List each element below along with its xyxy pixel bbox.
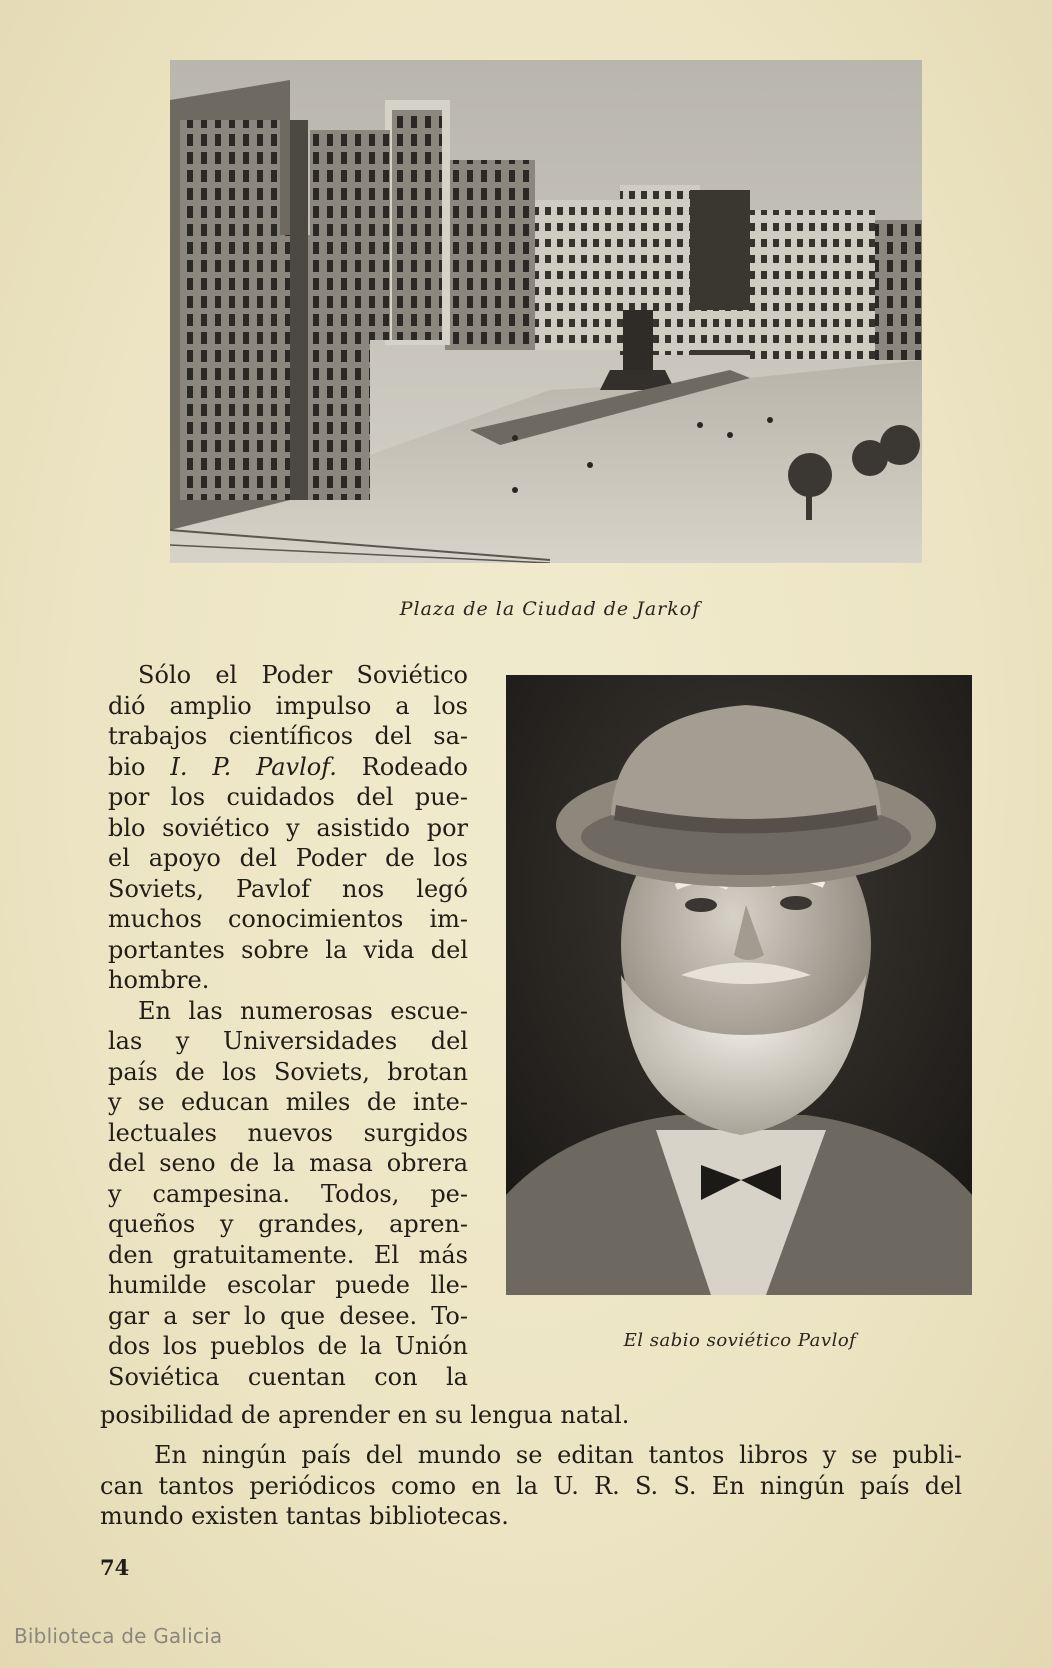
text-line: por los cuidados del pue- <box>108 783 468 811</box>
plaza-photo <box>170 60 922 563</box>
page-number: 74 <box>100 1555 130 1580</box>
pavlof-portrait-caption: El sabio soviético Pavlof <box>623 1330 857 1351</box>
paragraph-3 <box>100 1440 962 1532</box>
pavlof-portrait-photo <box>506 675 972 1295</box>
text-line: En las numerosas escue- <box>138 996 468 1025</box>
text-line: humilde escolar puede lle- <box>108 1271 468 1299</box>
text-line: y campesina. Todos, pe- <box>108 1179 468 1208</box>
text-line: dió amplio impulso a los <box>108 691 468 720</box>
text-line: den gratuitamente. El más <box>108 1240 468 1269</box>
text-line: muchos conocimientos im- <box>108 905 468 933</box>
text-line: Soviética cuentan con la <box>108 1362 468 1391</box>
text-fragment: bio <box>108 752 146 781</box>
text-line: las y Universidades del <box>108 1027 468 1055</box>
text-fragment: Rodeado <box>361 752 468 781</box>
text-line: del seno de la masa obrera <box>108 1149 468 1177</box>
text-line: país de los Soviets, brotan <box>108 1057 468 1086</box>
pavlof-portrait-drawing <box>506 675 972 1295</box>
text-line: dos los pueblos de la Unión <box>108 1332 468 1360</box>
plaza-photo-caption: Plaza de la Ciudad de Jarkof <box>399 598 701 620</box>
text-line: En ningún país del mundo se editan tantos libros y se publi- <box>154 1441 962 1469</box>
text-column <box>108 660 468 1392</box>
text-line: el apoyo del Poder de los <box>108 844 468 872</box>
paragraph-2 <box>108 996 468 1393</box>
text-line: hombre. <box>108 966 210 994</box>
text-line: trabajos científicos del sa- <box>108 722 468 750</box>
library-watermark: Biblioteca de Galicia <box>14 1624 223 1648</box>
text-line: portantes sobre la vida del <box>108 935 468 964</box>
text-line: y se educan miles de inte- <box>108 1088 468 1116</box>
text-line: queños y grandes, apren- <box>108 1210 468 1238</box>
paragraph-2-final-line <box>100 1400 962 1431</box>
pavlof-name-italic: I. P. Pavlof. <box>170 752 337 781</box>
text-line: posibilidad de aprender en su lengua natal. <box>100 1401 630 1429</box>
text-line: Sólo el Poder Soviético <box>138 661 468 689</box>
text-line-mixed <box>108 752 468 783</box>
text-line: Soviets, Pavlof nos legó <box>108 874 468 903</box>
text-line: mundo existen tantas bibliotecas. <box>100 1502 509 1530</box>
text-line: blo soviético y asistido por <box>108 813 468 842</box>
paragraph-1 <box>108 660 468 996</box>
plaza-photo-drawing <box>170 60 922 563</box>
text-line: gar a ser lo que desee. To- <box>108 1301 468 1330</box>
text-line: lectuales nuevos surgidos <box>108 1118 468 1147</box>
text-line: can tantos periódicos como en la U. R. S. S. En ningún país del <box>100 1471 962 1500</box>
